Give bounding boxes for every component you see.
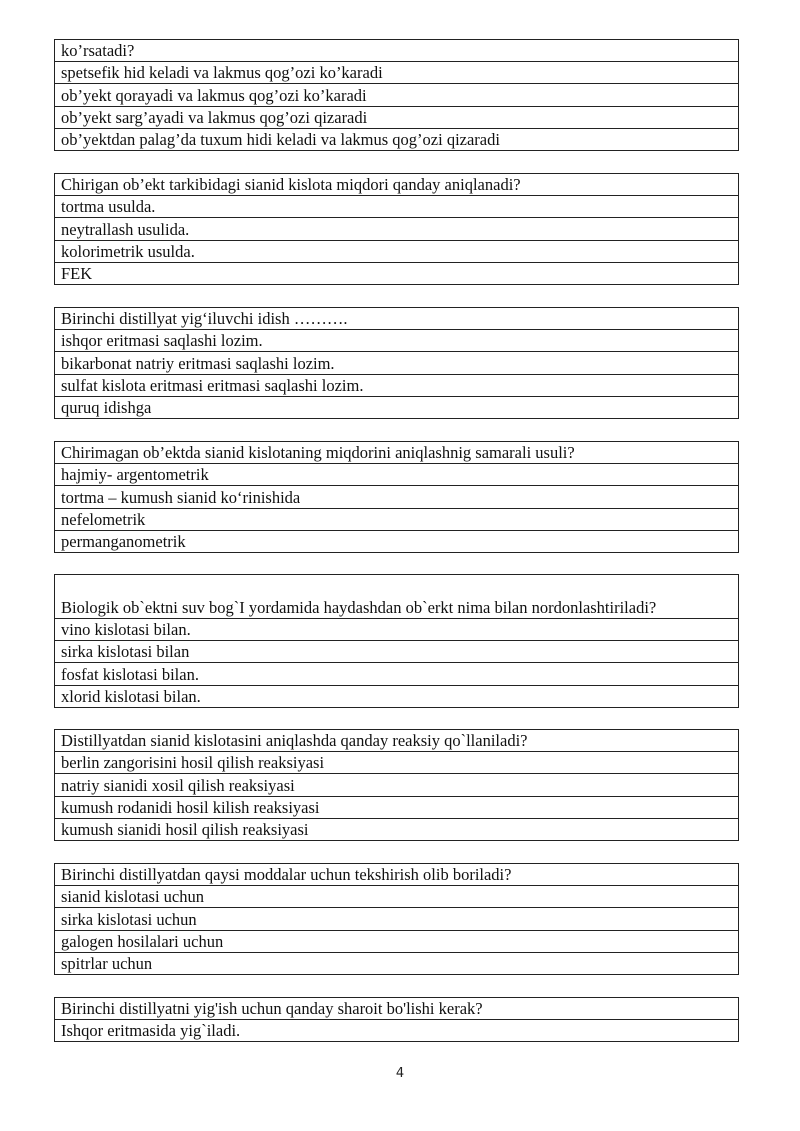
table-row — [55, 619, 739, 641]
table-row — [55, 486, 739, 508]
table-row — [55, 330, 739, 352]
table-row — [55, 685, 739, 707]
question-text: Chirimagan ob’ektda sianid kislotaning miqdorini aniqlashnig samarali usuli? — [55, 442, 739, 464]
table-row — [55, 128, 739, 150]
answer-option: ishqor eritmasi saqlashi lozim. — [55, 330, 739, 352]
answer-option: fosfat kislotasi bilan. — [55, 663, 739, 685]
answer-option: spitrlar uchun — [55, 952, 739, 974]
table-row — [55, 174, 739, 196]
table-row — [55, 62, 739, 84]
table-row — [55, 530, 739, 552]
table-row — [55, 952, 739, 974]
answer-option: berlin zangorisini hosil qilish reaksiyasi — [55, 752, 739, 774]
table-row — [55, 818, 739, 840]
table-row — [55, 464, 739, 486]
answer-option: neytrallash usulida. — [55, 218, 739, 240]
question-text: Chirigan ob’ekt tarkibidagi sianid kislota miqdori qanday aniqlanadi? — [55, 174, 739, 196]
answer-option: sirka kislotasi uchun — [55, 908, 739, 930]
table-row — [55, 374, 739, 396]
answer-option: kumush sianidi hosil qilish reaksiyasi — [55, 818, 739, 840]
question-block-6 — [54, 863, 739, 975]
answer-option: permanganometrik — [55, 530, 739, 552]
answer-option: Ishqor eritmasida yig`iladi. — [55, 1020, 739, 1042]
question-text: ko’rsatadi? — [55, 40, 739, 62]
table-row — [55, 1020, 739, 1042]
answer-option: tortma usulda. — [55, 196, 739, 218]
answer-option: kumush rodanidi hosil kilish reaksiyasi — [55, 796, 739, 818]
question-block-5 — [54, 729, 739, 841]
table-row — [55, 908, 739, 930]
table-row — [55, 40, 739, 62]
page-number: 4 — [395, 1066, 405, 1081]
answer-option: tortma – kumush sianid ko‘rinishida — [55, 486, 739, 508]
question-text: Birinchi distillyatdan qaysi moddalar uchun tekshirish olib boriladi? — [55, 864, 739, 886]
table-row — [55, 240, 739, 262]
question-text: Biologik ob`ektni suv bog`I yordamida haydashdan ob`erkt nima bilan nordonlashtiriladi? — [55, 575, 739, 619]
question-text: Distillyatdan sianid kislotasini aniqlashda qanday reaksiy qo`llaniladi? — [55, 730, 739, 752]
answer-option: bikarbonat natriy eritmasi saqlashi lozim. — [55, 352, 739, 374]
table-row — [55, 930, 739, 952]
question-block-0 — [54, 39, 739, 151]
answer-option: spetsefik hid keladi va lakmus qog’ozi ko’karadi — [55, 62, 739, 84]
answer-option: sirka kislotasi bilan — [55, 641, 739, 663]
table-row — [55, 196, 739, 218]
answer-option: galogen hosilalari uchun — [55, 930, 739, 952]
question-block-2 — [54, 307, 739, 419]
answer-option: FEK — [55, 262, 739, 284]
table-row — [55, 774, 739, 796]
answer-option: ob’yekt sarg’ayadi va lakmus qog’ozi qizaradi — [55, 106, 739, 128]
table-row — [55, 796, 739, 818]
table-row — [55, 106, 739, 128]
answer-option: ob’yekt qorayadi va lakmus qog’ozi ko’karadi — [55, 84, 739, 106]
answer-option: nefelometrik — [55, 508, 739, 530]
table-row — [55, 864, 739, 886]
answer-option: hajmiy- argentometrik — [55, 464, 739, 486]
table-row — [55, 84, 739, 106]
question-block-7 — [54, 997, 739, 1042]
answer-option: quruq idishga — [55, 396, 739, 418]
answer-option: vino kislotasi bilan. — [55, 619, 739, 641]
table-row — [55, 352, 739, 374]
answer-option: xlorid kislotasi bilan. — [55, 685, 739, 707]
question-block-4 — [54, 574, 739, 708]
table-row — [55, 308, 739, 330]
table-row — [55, 886, 739, 908]
question-text: Birinchi distillyat yig‘iluvchi idish ………. — [55, 308, 739, 330]
table-row — [55, 396, 739, 418]
question-block-1 — [54, 173, 739, 285]
table-row — [55, 663, 739, 685]
answer-option: natriy sianidi xosil qilish reaksiyasi — [55, 774, 739, 796]
answer-option: kolorimetrik usulda. — [55, 240, 739, 262]
question-block-3 — [54, 441, 739, 553]
table-row — [55, 575, 739, 619]
table-row — [55, 218, 739, 240]
answer-option: sianid kislotasi uchun — [55, 886, 739, 908]
table-row — [55, 752, 739, 774]
table-row — [55, 641, 739, 663]
answer-option: ob’yektdan palag’da tuxum hidi keladi va lakmus qog’ozi qizaradi — [55, 128, 739, 150]
table-row — [55, 998, 739, 1020]
question-text: Birinchi distillyatni yig'ish uchun qanday sharoit bo'lishi kerak? — [55, 998, 739, 1020]
table-row — [55, 508, 739, 530]
table-row — [55, 442, 739, 464]
answer-option: sulfat kislota eritmasi eritmasi saqlashi lozim. — [55, 374, 739, 396]
table-row — [55, 262, 739, 284]
table-row — [55, 730, 739, 752]
